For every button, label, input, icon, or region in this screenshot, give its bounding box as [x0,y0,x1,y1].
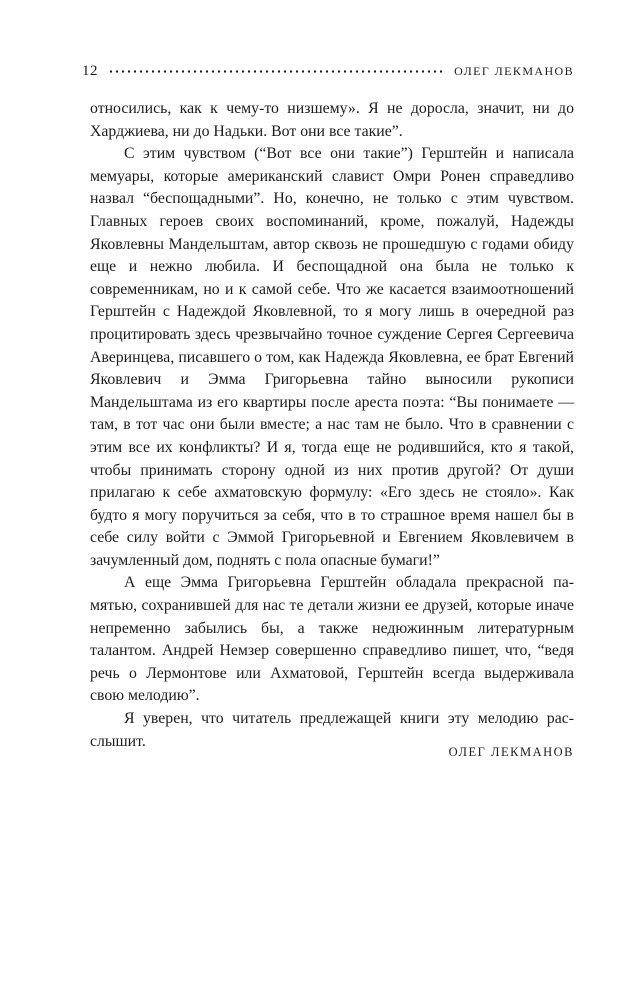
paragraph: А еще Эмма Григорьевна Герштейн обладала прекрасной памятью, сохранившей для нас те детали жизни ее друзей, которые иначе непременно забылись бы, а также недюжинным литературным талантом. Андрей Немзер совершенно справедливо пишет, что, “ведя речь о Лермонтове или Ахматовой, Герштейн всегда выдерживала свою мелодию”. [90,574,574,705]
paragraph: С этим чувством (“Вот все они такие”) Герштейн и написала мемуары, которые американский славист Омри Ронен справедливо назвал “беспощадными”. Но, конечно, не только с этим чувством. Главных героев своих воспоминаний, кроме, пожалуй, Надежды Яковлевны Мандельштам, автор сквозь не прошедшую с годами обиду еще и нежно любила. И беспощадной она была не только к современникам, но и к самой себе. Что же касается взаимоотношений Герштейн с Надеждой Яковлевной, то я могу лишь в очередной раз процитировать здесь чрезвычайно точное суждение Сергея Сергеевича Аверинцева, писавшего о том, как Надежда Яковлевна, ее брат Евгений Яковлевич и Эмма Григорьевна тайно выносили рукописи Мандельштама из его квартиры после ареста поэта: “Вы понимаете — там, в тот час они были вместе; а нас там не было. Что в сравнении с этим все их конфликты? И я, тогда еще не родившийся, кто я такой, чтобы принимать сторону одной из них против другой? От души прилагаю к себе ахматовскую формулу: «Его здесь не стояло». Как будто я могу поручиться за себя, что в то страшное время нашел бы в себе силу войти с Эммой Григорьевной и Евгением Яковлевичем в зачумленный дом, поднять с пола опасные бумаги!” [90,145,574,569]
author-signature: ОЛЕГ ЛЕКМАНОВ [448,745,574,759]
header-author: ОЛЕГ ЛЕКМАНОВ [454,63,574,78]
paragraph: Я уверен, что читатель предлежащей книги эту мелодию расслышит. [90,710,574,750]
dotted-leader [108,70,446,73]
paragraph-continued: относились, как к чему-то низшему». Я не доросла, значит, ни до Харджиева, ни до Надьки. Вот они все такие”. [90,100,574,140]
body-text [90,98,574,753]
page-number: 12 [82,62,98,79]
running-header [82,60,574,82]
